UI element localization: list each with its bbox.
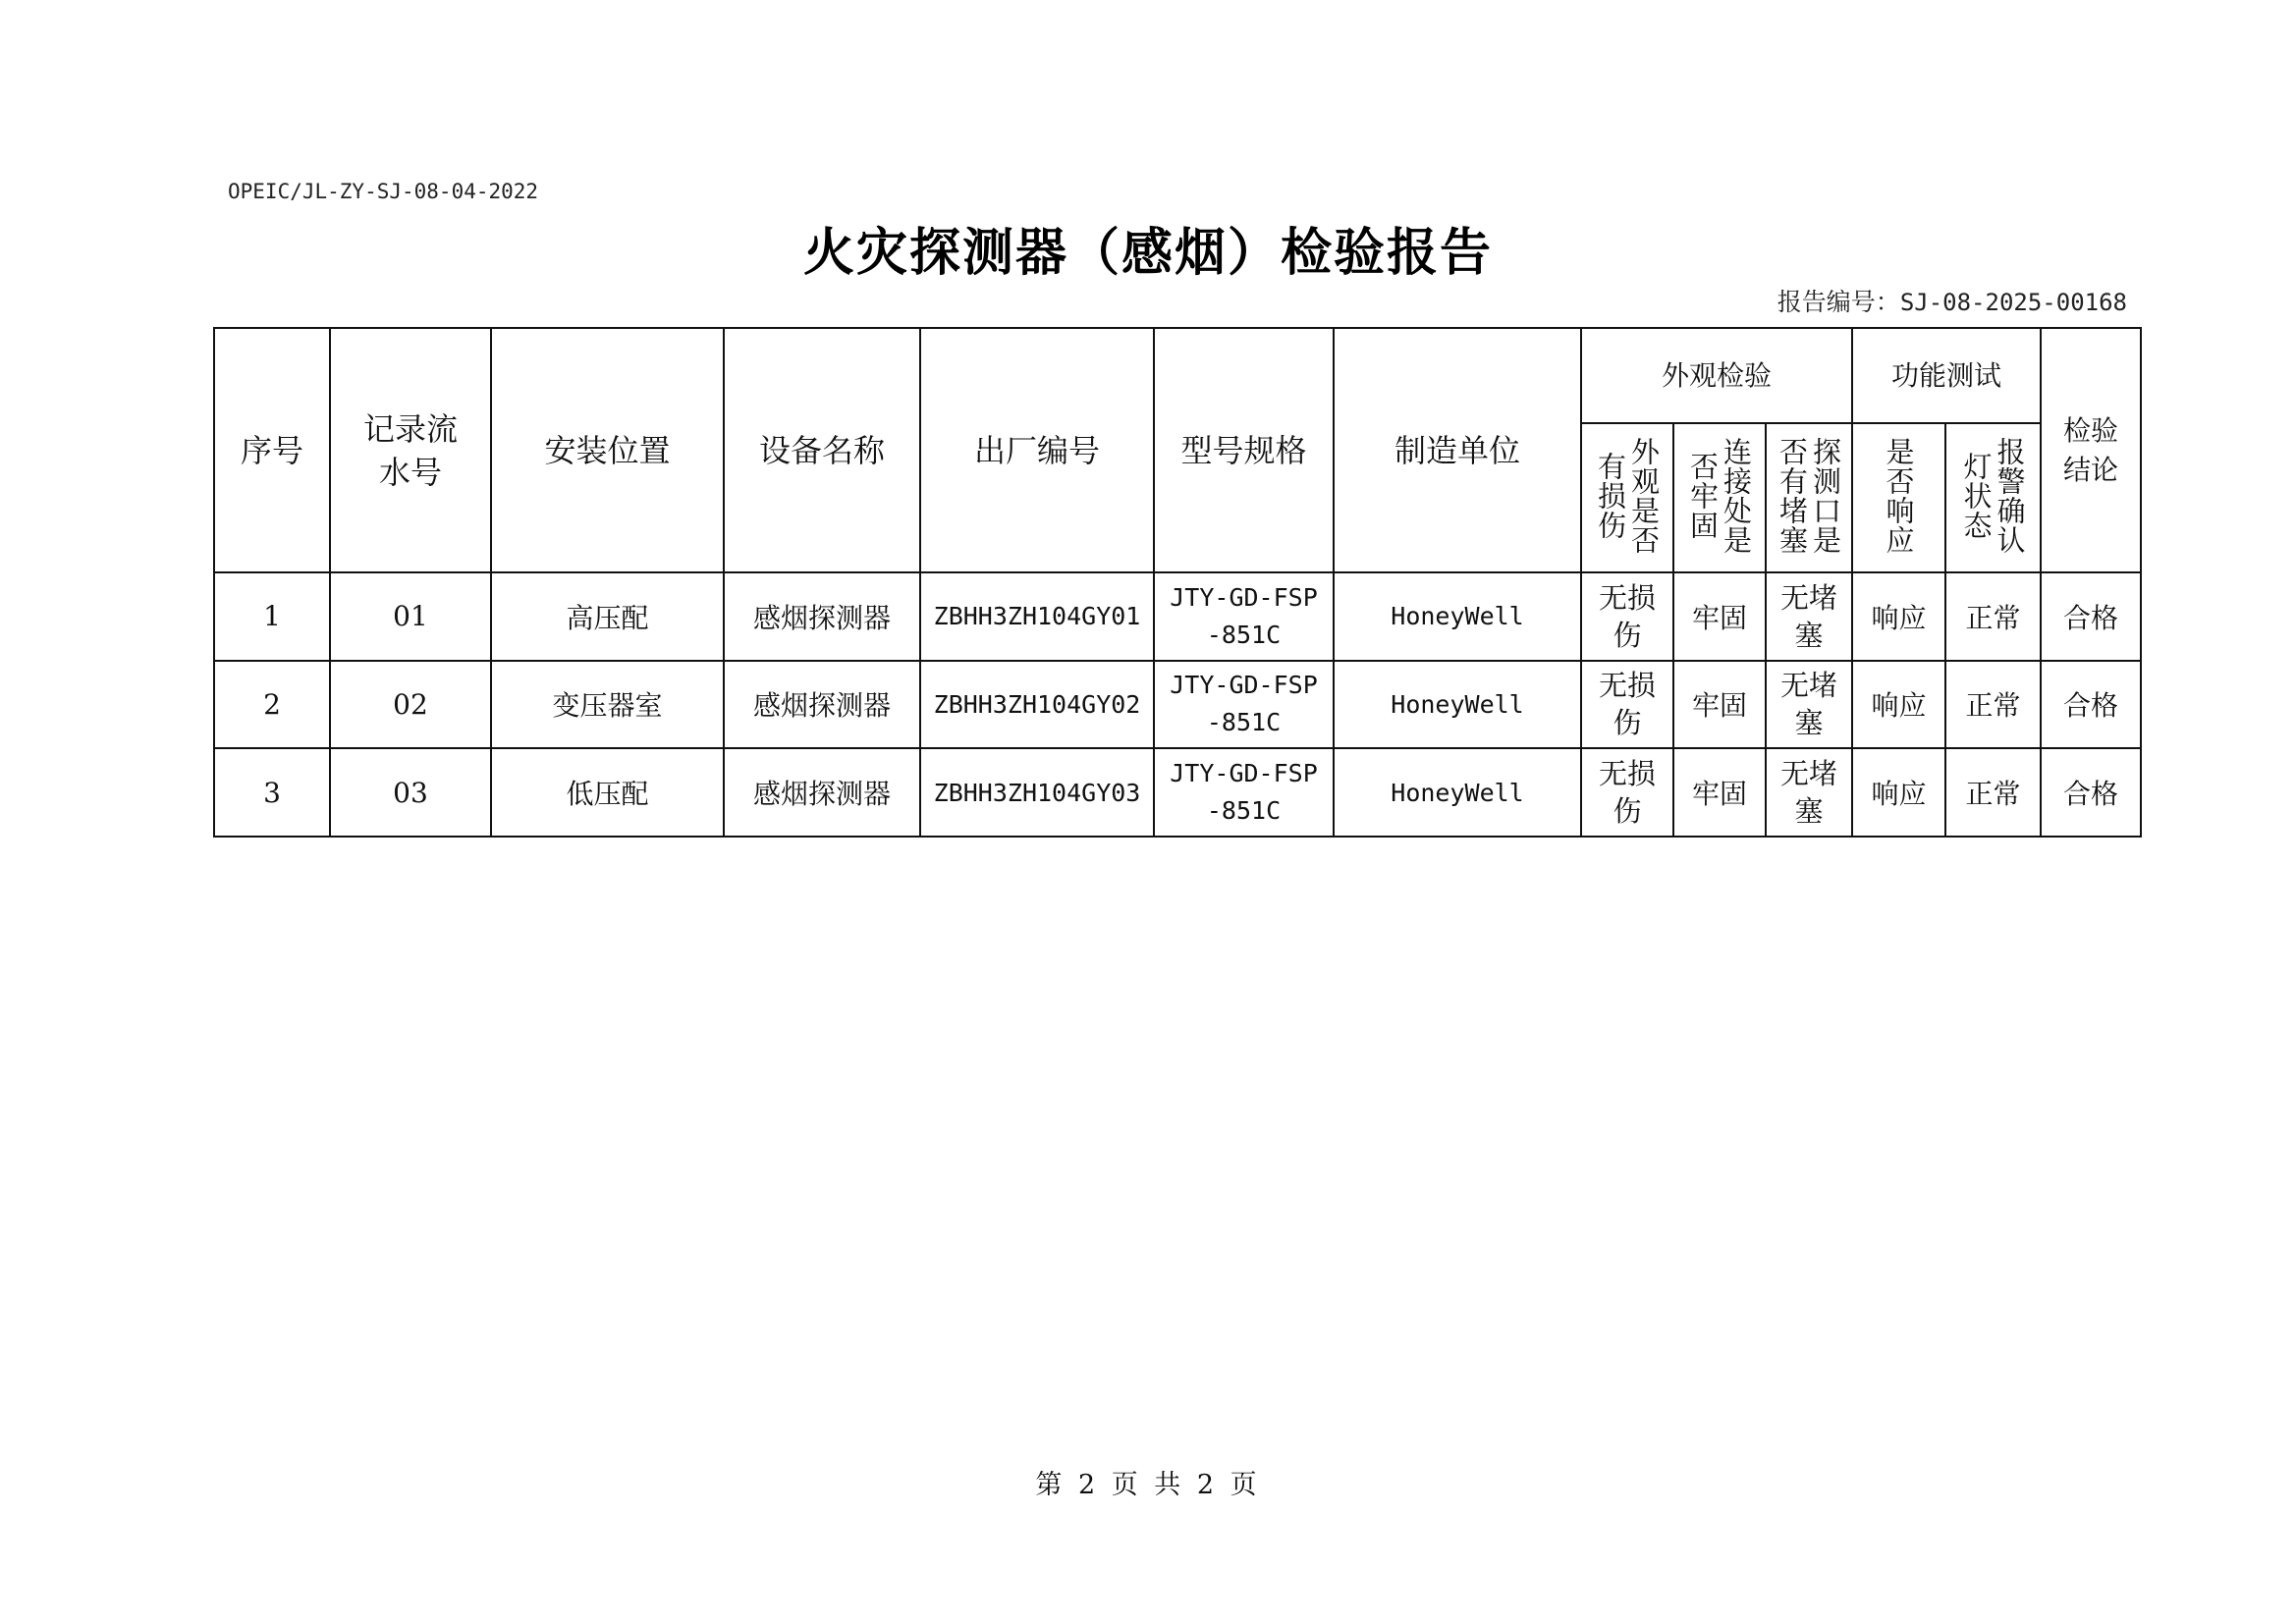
report-number-label: 报告编号：: [1777, 288, 1900, 316]
cell-model: JTY-GD-FSP -851C: [1154, 748, 1334, 837]
inspection-table: [213, 327, 2142, 838]
header-conclusion: 检验结论: [2041, 328, 2141, 572]
header-device-name: 设备名称: [724, 328, 920, 572]
cell-respond: 响应: [1852, 661, 1945, 749]
document-code: OPEIC/JL-ZY-SJ-08-04-2022: [228, 180, 539, 203]
cell-respond: 响应: [1852, 572, 1945, 661]
cell-damage: 无损 伤: [1581, 661, 1673, 749]
header-connection-firm: 连接处是否牢固: [1673, 423, 1766, 572]
header-appearance-damage: 外观是否有损伤: [1581, 423, 1673, 572]
header-responds: 是否响应: [1852, 423, 1945, 572]
cell-conclusion: 合格: [2041, 572, 2141, 661]
cell-manufacturer: HoneyWell: [1334, 661, 1581, 749]
cell-firm: 牢固: [1673, 748, 1766, 837]
cell-damage: 无损 伤: [1581, 748, 1673, 837]
cell-model: JTY-GD-FSP -851C: [1154, 661, 1334, 749]
report-number: [1777, 283, 2127, 318]
cell-serial-no: ZBHH3ZH104GY02: [920, 661, 1154, 749]
cell-serial-no: ZBHH3ZH104GY01: [920, 572, 1154, 661]
cell-firm: 牢固: [1673, 661, 1766, 749]
header-alarm-light: 报警确认灯状态: [1945, 423, 2041, 572]
cell-damage: 无损 伤: [1581, 572, 1673, 661]
page-footer: 第 2 页 共 2 页: [1035, 1470, 1261, 1500]
cell-serial-no: ZBHH3ZH104GY03: [920, 748, 1154, 837]
header-manufacturer: 制造单位: [1334, 328, 1581, 572]
cell-manufacturer: HoneyWell: [1334, 748, 1581, 837]
cell-light: 正常: [1945, 572, 2041, 661]
header-port-blocked: 探测口是否有堵塞: [1766, 423, 1852, 572]
table-row: [214, 748, 2141, 837]
cell-record-no: 03: [330, 748, 491, 837]
header-seq: 序号: [214, 328, 330, 572]
header-record-no: 记录流水号: [330, 328, 491, 572]
header-function-group: 功能测试: [1852, 328, 2041, 423]
cell-conclusion: 合格: [2041, 661, 2141, 749]
table-row: [214, 661, 2141, 749]
report-number-value: SJ-08-2025-00168: [1899, 289, 2127, 316]
cell-record-no: 02: [330, 661, 491, 749]
cell-blocked: 无堵 塞: [1766, 572, 1852, 661]
cell-conclusion: 合格: [2041, 748, 2141, 837]
header-location: 安装位置: [491, 328, 724, 572]
report-title: 火灾探测器（感烟）检验报告: [802, 223, 1493, 283]
cell-blocked: 无堵 塞: [1766, 748, 1852, 837]
cell-location: 高压配: [491, 572, 724, 661]
cell-seq: 2: [214, 661, 330, 749]
cell-light: 正常: [1945, 748, 2041, 837]
cell-device-name: 感烟探测器: [724, 748, 920, 837]
cell-manufacturer: HoneyWell: [1334, 572, 1581, 661]
cell-location: 低压配: [491, 748, 724, 837]
cell-respond: 响应: [1852, 748, 1945, 837]
cell-device-name: 感烟探测器: [724, 572, 920, 661]
cell-blocked: 无堵 塞: [1766, 661, 1852, 749]
cell-device-name: 感烟探测器: [724, 661, 920, 749]
header-model: 型号规格: [1154, 328, 1334, 572]
cell-light: 正常: [1945, 661, 2041, 749]
cell-seq: 3: [214, 748, 330, 837]
cell-model: JTY-GD-FSP -851C: [1154, 572, 1334, 661]
cell-record-no: 01: [330, 572, 491, 661]
table-row: [214, 572, 2141, 661]
cell-firm: 牢固: [1673, 572, 1766, 661]
header-appearance-group: 外观检验: [1581, 328, 1852, 423]
cell-location: 变压器室: [491, 661, 724, 749]
header-serial-no: 出厂编号: [920, 328, 1154, 572]
cell-seq: 1: [214, 572, 330, 661]
